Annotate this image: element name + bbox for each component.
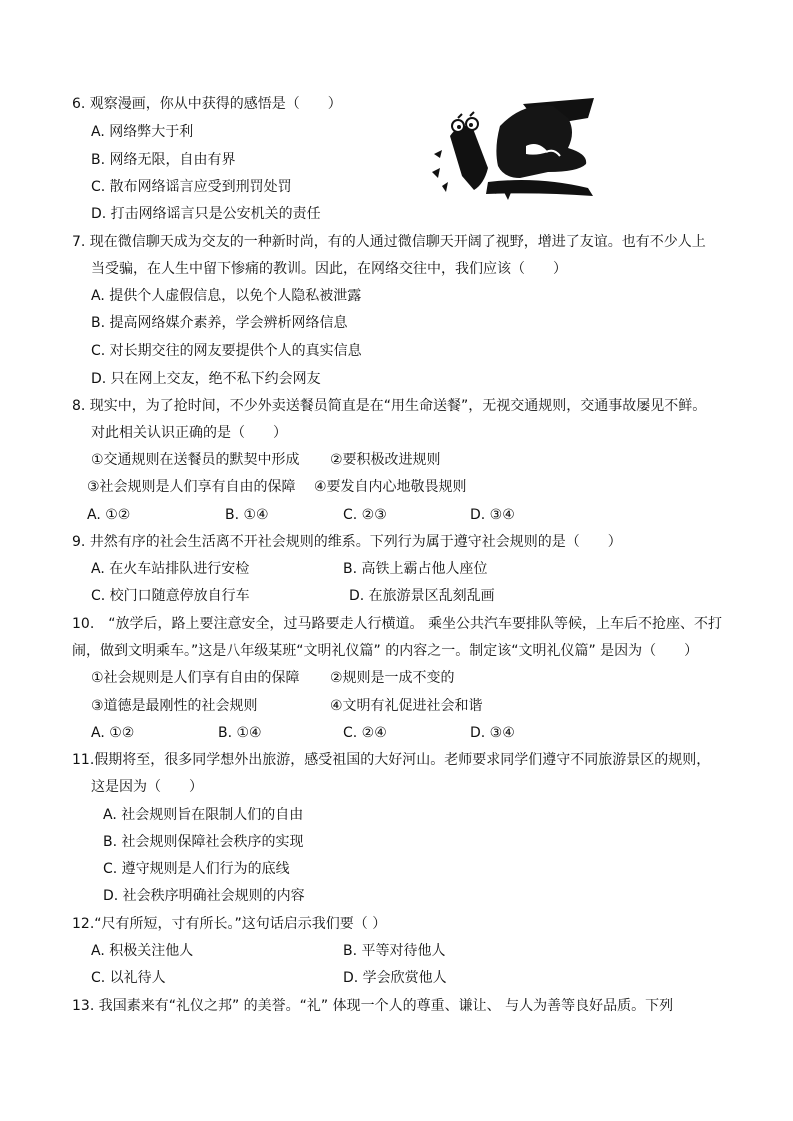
q10-option-c: C. ②④ xyxy=(343,725,387,741)
q10-option-a: A. ①② xyxy=(91,725,135,741)
q8-option-b: B. ①④ xyxy=(225,507,269,523)
q12-stem: 12.“尺有所短，寸有所长。”这句话启示我们要（ ） xyxy=(72,916,387,932)
q10-statement-4: ④文明有礼促进社会和谐 xyxy=(330,698,483,714)
q8-statement-3: ③社会规则是人们享有自由的保障 xyxy=(87,479,296,495)
q8-option-d: D. ③④ xyxy=(470,507,515,523)
q11-stem-line2: 这是因为（ ） xyxy=(91,779,203,795)
q9-option-c: C. 校门口随意停放自行车 xyxy=(91,588,250,604)
q9-option-a: A. 在火车站排队进行安检 xyxy=(91,561,250,577)
q8-option-a: A. ①② xyxy=(87,507,131,523)
q10-stem-line2: 闹，做到文明乘车。”这是八年级某班“文明礼仪篇” 的内容之一。制定该“文明礼仪篇” 是因为（ ） xyxy=(72,643,699,659)
q10-statement-3: ③道德是最刚性的社会规则 xyxy=(91,698,258,714)
q8-statement-1: ①交通规则在送餐员的默契中形成 xyxy=(91,452,300,468)
q6-option-a: A. 网络弊大于利 xyxy=(91,124,194,140)
q13-stem: 13. 我国素来有“礼仪之邦” 的美誉。“礼” 体现一个人的尊重、谦让、 与人为善等良好品质。下列 xyxy=(72,998,674,1014)
q9-stem: 9. 井然有序的社会生活离不开社会规则的维系。下列行为属于遵守社会规则的是（ ） xyxy=(72,534,622,550)
cartoon-illustration xyxy=(428,96,598,206)
q8-stem-line1: 8. 现实中，为了抢时间，不少外卖送餐员简直是在“用生命送餐”，无视交通规则，交通事故屡见不鲜。 xyxy=(72,398,707,414)
q10-statement-1: ①社会规则是人们享有自由的保障 xyxy=(91,670,300,686)
q6-option-c: C. 散布网络谣言应受到刑罚处罚 xyxy=(91,179,292,195)
q6-option-d: D. 打击网络谣言只是公安机关的责任 xyxy=(91,206,321,222)
q8-option-c: C. ②③ xyxy=(343,507,387,523)
q11-option-d: D. 社会秩序明确社会规则的内容 xyxy=(103,888,305,904)
q10-option-b: B. ①④ xyxy=(218,725,262,741)
q12-option-c: C. 以礼待人 xyxy=(91,970,166,986)
q8-statement-4: ④要发自内心地敬畏规则 xyxy=(314,479,467,495)
q10-option-d: D. ③④ xyxy=(470,725,515,741)
q11-option-c: C. 遵守规则是人们行为的底线 xyxy=(103,861,290,877)
q10-stem-line1: 10. “放学后，路上要注意安全，过马路要走人行横道。 乘坐公共汽车要排队等候，上车后不抢座、不打 xyxy=(72,616,722,632)
q8-statement-2: ②要积极改进规则 xyxy=(330,452,441,468)
q10-statement-2: ②规则是一成不变的 xyxy=(330,670,455,686)
q7-option-a: A. 提供个人虚假信息，以免个人隐私被泄露 xyxy=(91,288,362,304)
q9-option-b: B. 高铁上霸占他人座位 xyxy=(343,561,488,577)
q7-option-c: C. 对长期交往的网友要提供个人的真实信息 xyxy=(91,343,362,359)
q7-option-d: D. 只在网上交友，绝不私下约会网友 xyxy=(91,371,321,387)
q6-stem: 6. 观察漫画，你从中获得的感悟是（ ） xyxy=(72,96,342,112)
q9-option-d: D. 在旅游景区乱刻乱画 xyxy=(349,588,495,604)
q12-option-b: B. 平等对待他人 xyxy=(343,943,446,959)
q7-stem-line2: 当受骗，在人生中留下惨痛的教训。因此，在网络交往中，我们应该（ ） xyxy=(91,261,567,277)
q11-stem-line1: 11.假期将至，很多同学想外出旅游，感受祖国的大好河山。老师要求同学们遵守不同旅游景区的规则， xyxy=(72,752,711,768)
q12-option-d: D. 学会欣赏他人 xyxy=(343,970,447,986)
q7-stem-line1: 7. 现在微信聊天成为交友的一种新时尚，有的人通过微信聊天开阔了视野，增进了友谊。也有不少人上 xyxy=(72,234,706,250)
q12-option-a: A. 积极关注他人 xyxy=(91,943,194,959)
q11-option-a: A. 社会规则旨在限制人们的自由 xyxy=(103,807,304,823)
q6-option-b: B. 网络无限，自由有界 xyxy=(91,152,236,168)
q11-option-b: B. 社会规则保障社会秩序的实现 xyxy=(103,834,304,850)
q8-stem-line2: 对此相关认识正确的是（ ） xyxy=(91,425,287,441)
q7-option-b: B. 提高网络媒介素养，学会辨析网络信息 xyxy=(91,315,348,331)
